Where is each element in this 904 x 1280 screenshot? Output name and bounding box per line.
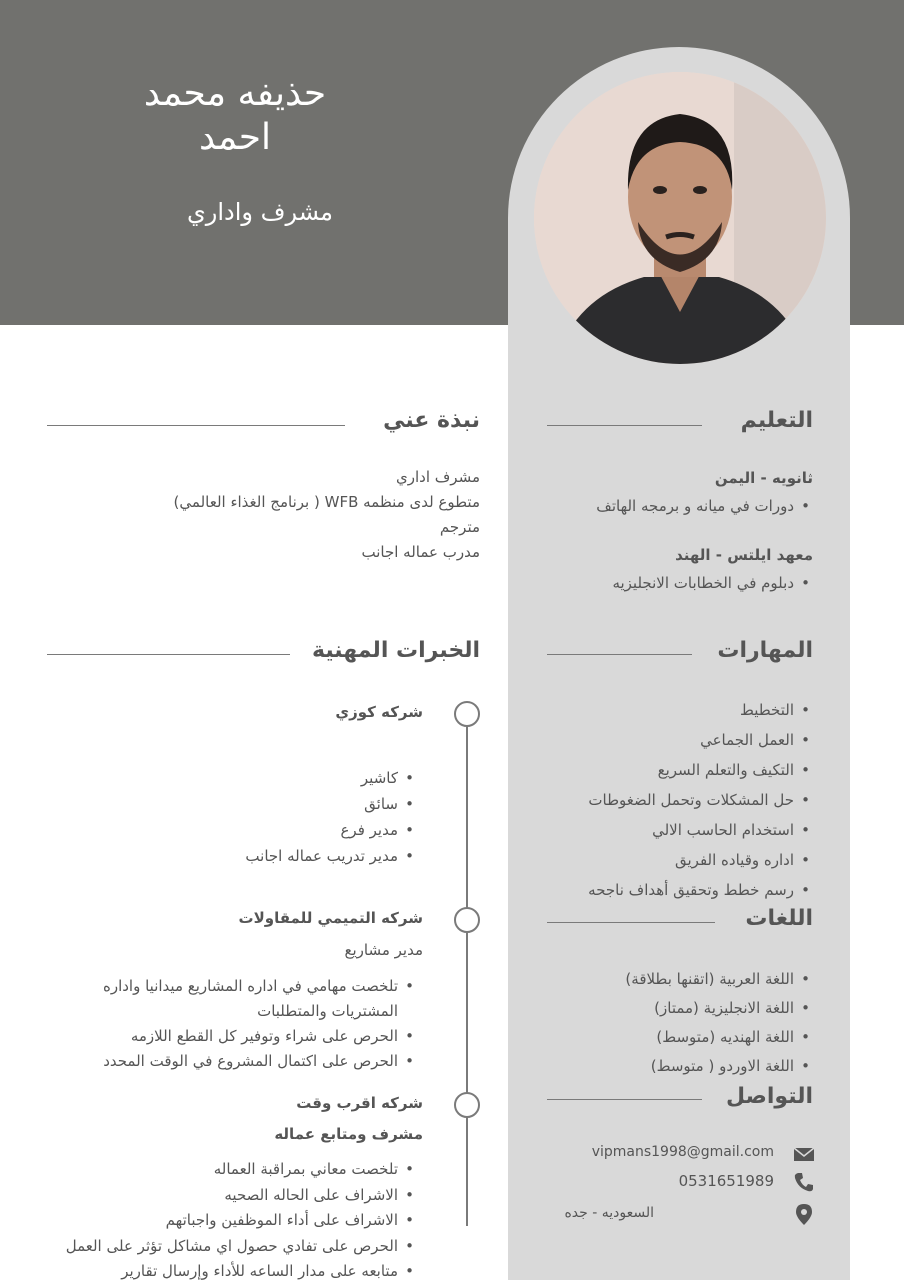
location-pin-icon bbox=[793, 1203, 815, 1225]
job-subtitle: مشرف ومتابع عماله bbox=[274, 1125, 423, 1143]
skills-heading: المهارات bbox=[717, 638, 813, 663]
job-item: • كاشير bbox=[245, 765, 414, 791]
skill-item: • التكيف والتعلم السريع bbox=[588, 755, 810, 785]
language-item: • اللغة الانجليزية (ممتاز) bbox=[625, 994, 810, 1023]
about-line: متطوع لدى منظمه WFB ( برنامج الغذاء العالمي) bbox=[173, 493, 480, 511]
about-divider bbox=[47, 425, 345, 426]
education-item: • دبلوم في الخطابات الانجليزيه bbox=[612, 574, 810, 592]
language-item: • اللغة الاوردو ( متوسط) bbox=[625, 1052, 810, 1081]
skill-item: • اداره وقياده الفريق bbox=[588, 845, 810, 875]
job-item: • سائق bbox=[245, 791, 414, 817]
job-item-continuation: المشتريات والمتطلبات bbox=[257, 1002, 398, 1020]
contact-heading: التواصل bbox=[725, 1084, 813, 1109]
timeline-dot bbox=[454, 701, 480, 727]
skill-item: • التخطيط bbox=[588, 695, 810, 725]
job-company: شركه اقرب وقت bbox=[296, 1094, 423, 1112]
job-subtitle: مدير مشاريع bbox=[344, 941, 423, 959]
name-line-2: احمد bbox=[199, 117, 271, 158]
job-title: مشرف واداري bbox=[186, 198, 333, 226]
job-item: • تلخصت معاني بمراقبة العماله bbox=[66, 1157, 414, 1183]
contact-divider bbox=[547, 1099, 702, 1100]
phone-icon bbox=[793, 1171, 815, 1193]
skill-item: • حل المشكلات وتحمل الضغوطات bbox=[588, 785, 810, 815]
education-entry-title: معهد ايلتس - الهند bbox=[675, 546, 813, 564]
job-item: • مدير فرع bbox=[245, 817, 414, 843]
skill-item: • استخدام الحاسب الالي bbox=[588, 815, 810, 845]
job-item: • الحرص على تفادي حصول اي مشاكل تؤثر على العمل bbox=[66, 1234, 414, 1260]
name-line-1: حذيفه محمد bbox=[143, 73, 327, 114]
about-line: مدرب عماله اجانب bbox=[361, 543, 480, 561]
job-item: • الحرص على اكتمال المشروع في الوقت المحدد bbox=[103, 1049, 414, 1074]
profile-photo bbox=[534, 72, 826, 364]
job-company: شركه التميمي للمقاولات bbox=[238, 909, 423, 927]
contact-location: السعوديه - جده bbox=[564, 1205, 654, 1221]
education-entry-title: ثانويه - اليمن bbox=[714, 469, 813, 487]
education-divider bbox=[547, 425, 702, 426]
skill-item: • العمل الجماعي bbox=[588, 725, 810, 755]
language-item: • اللغة العربية (اتقنها بطلاقة) bbox=[625, 965, 810, 994]
job-item: • الحرص على شراء وتوفير كل القطع اللازمه bbox=[103, 1024, 414, 1049]
job-item: • تلخصت مهامي في اداره المشاريع ميدانيا واداره bbox=[103, 974, 414, 999]
job-item: • الاشراف على الحاله الصحيه bbox=[66, 1183, 414, 1209]
timeline-dot bbox=[454, 1092, 480, 1118]
about-line: مترجم bbox=[439, 518, 480, 536]
languages-heading: اللغات bbox=[745, 906, 813, 931]
job-item: • متابعه على مدار الساعه للأداء وإرسال تقارير bbox=[66, 1259, 414, 1280]
language-item: • اللغة الهنديه (متوسط) bbox=[625, 1023, 810, 1052]
job-company: شركه كوزي bbox=[335, 703, 423, 721]
education-item: • دورات في ميانه و برمجه الهاتف bbox=[596, 497, 810, 515]
timeline-dot bbox=[454, 907, 480, 933]
experience-divider bbox=[47, 654, 290, 655]
contact-phone[interactable]: 0531651989 bbox=[678, 1172, 774, 1190]
job-item: • مدير تدريب عماله اجانب bbox=[245, 843, 414, 869]
skill-item: • رسم خطط وتحقيق أهداف ناجحه bbox=[588, 875, 810, 905]
candidate-name bbox=[110, 72, 360, 160]
contact-email[interactable]: vipmans1998@gmail.com bbox=[591, 1144, 774, 1160]
skills-divider bbox=[547, 654, 692, 655]
envelope-icon bbox=[793, 1143, 815, 1165]
experience-heading: الخبرات المهنية bbox=[311, 638, 480, 663]
education-heading: التعليم bbox=[740, 408, 813, 433]
languages-divider bbox=[547, 922, 715, 923]
job-item: • الاشراف على أداء الموظفين واجباتهم bbox=[66, 1208, 414, 1234]
experience-timeline bbox=[466, 714, 468, 1226]
about-line: مشرف اداري bbox=[395, 468, 480, 486]
about-heading: نبذة عني bbox=[383, 408, 480, 433]
